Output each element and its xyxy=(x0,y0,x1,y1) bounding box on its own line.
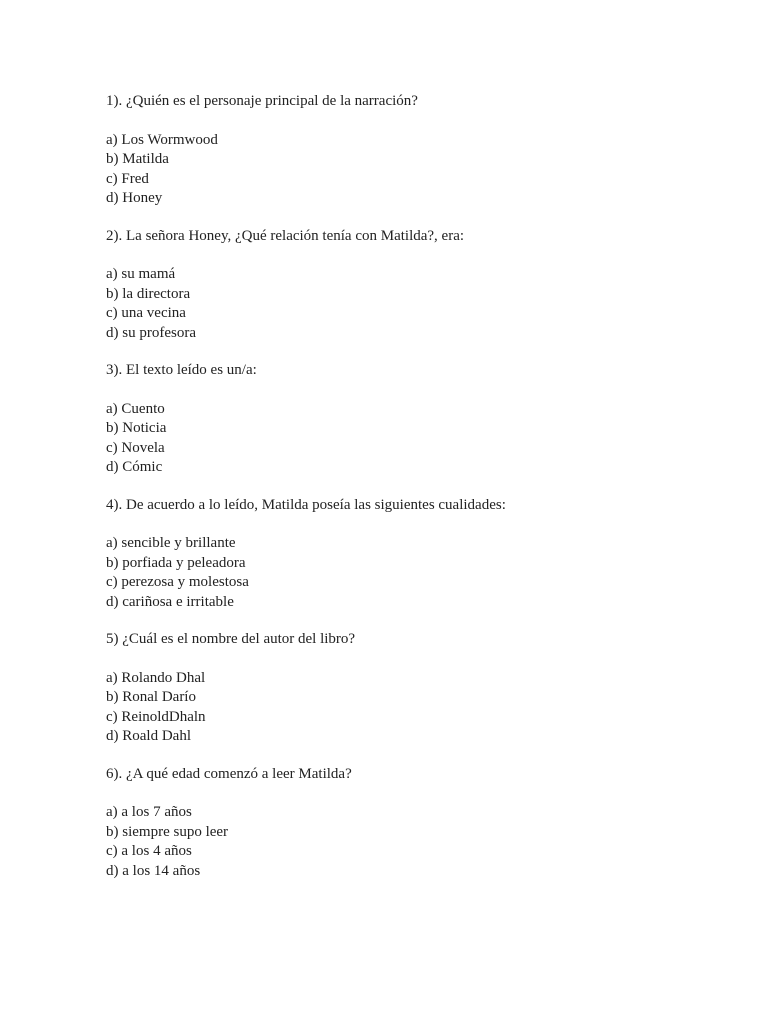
question-6 xyxy=(106,765,726,882)
option-b: b) siempre supo leer xyxy=(106,823,229,840)
question-1 xyxy=(106,92,726,209)
question-text: 5) ¿Cuál es el nombre del autor del libro? xyxy=(106,631,356,647)
option-b: b) la directora xyxy=(106,285,191,302)
option-list xyxy=(106,131,726,209)
option-list xyxy=(106,669,726,747)
option-b: b) porfiada y peleadora xyxy=(106,554,246,571)
option-d: d) a los 14 años xyxy=(106,862,201,879)
question-3 xyxy=(106,361,726,478)
option-c: c) Fred xyxy=(106,170,149,187)
option-list xyxy=(106,534,726,612)
option-a: a) sencible y brillante xyxy=(106,535,236,551)
question-2 xyxy=(106,227,726,344)
option-a: a) a los 7 años xyxy=(106,804,192,820)
option-list xyxy=(106,265,726,343)
option-a: a) su mamá xyxy=(106,266,176,282)
option-list xyxy=(106,400,726,478)
option-b: b) Noticia xyxy=(106,420,167,436)
option-b: b) Ronal Darío xyxy=(106,689,196,705)
option-c: c) a los 4 años xyxy=(106,843,192,859)
question-5 xyxy=(106,630,726,747)
option-d: d) su profesora xyxy=(106,324,196,341)
option-d: d) Roald Dahl xyxy=(106,728,191,744)
option-c: c) Novela xyxy=(106,439,165,456)
question-text: 3). El texto leído es un/a: xyxy=(106,362,257,378)
option-a: a) Los Wormwood xyxy=(106,131,218,148)
option-c: c) ReinoldDhaln xyxy=(106,708,206,725)
option-d: d) Cómic xyxy=(106,459,163,475)
question-text: 1). ¿Quién es el personaje principal de la narración? xyxy=(106,93,418,109)
option-a: a) Rolando Dhal xyxy=(106,669,206,686)
option-c: c) una vecina xyxy=(106,305,186,321)
option-list xyxy=(106,803,726,881)
option-d: d) Honey xyxy=(106,190,163,206)
quiz-document xyxy=(106,92,726,899)
option-c: c) perezosa y molestosa xyxy=(106,574,249,590)
option-a: a) Cuento xyxy=(106,400,165,417)
option-b: b) Matilda xyxy=(106,151,169,167)
question-text: 2). La señora Honey, ¿Qué relación tenía con Matilda?, era: xyxy=(106,227,465,244)
question-text: 6). ¿A qué edad comenzó a leer Matilda? xyxy=(106,765,352,782)
question-4 xyxy=(106,496,726,613)
question-text: 4). De acuerdo a lo leído, Matilda poseía las siguientes cualidades: xyxy=(106,496,506,513)
option-d: d) cariñosa e irritable xyxy=(106,593,234,610)
